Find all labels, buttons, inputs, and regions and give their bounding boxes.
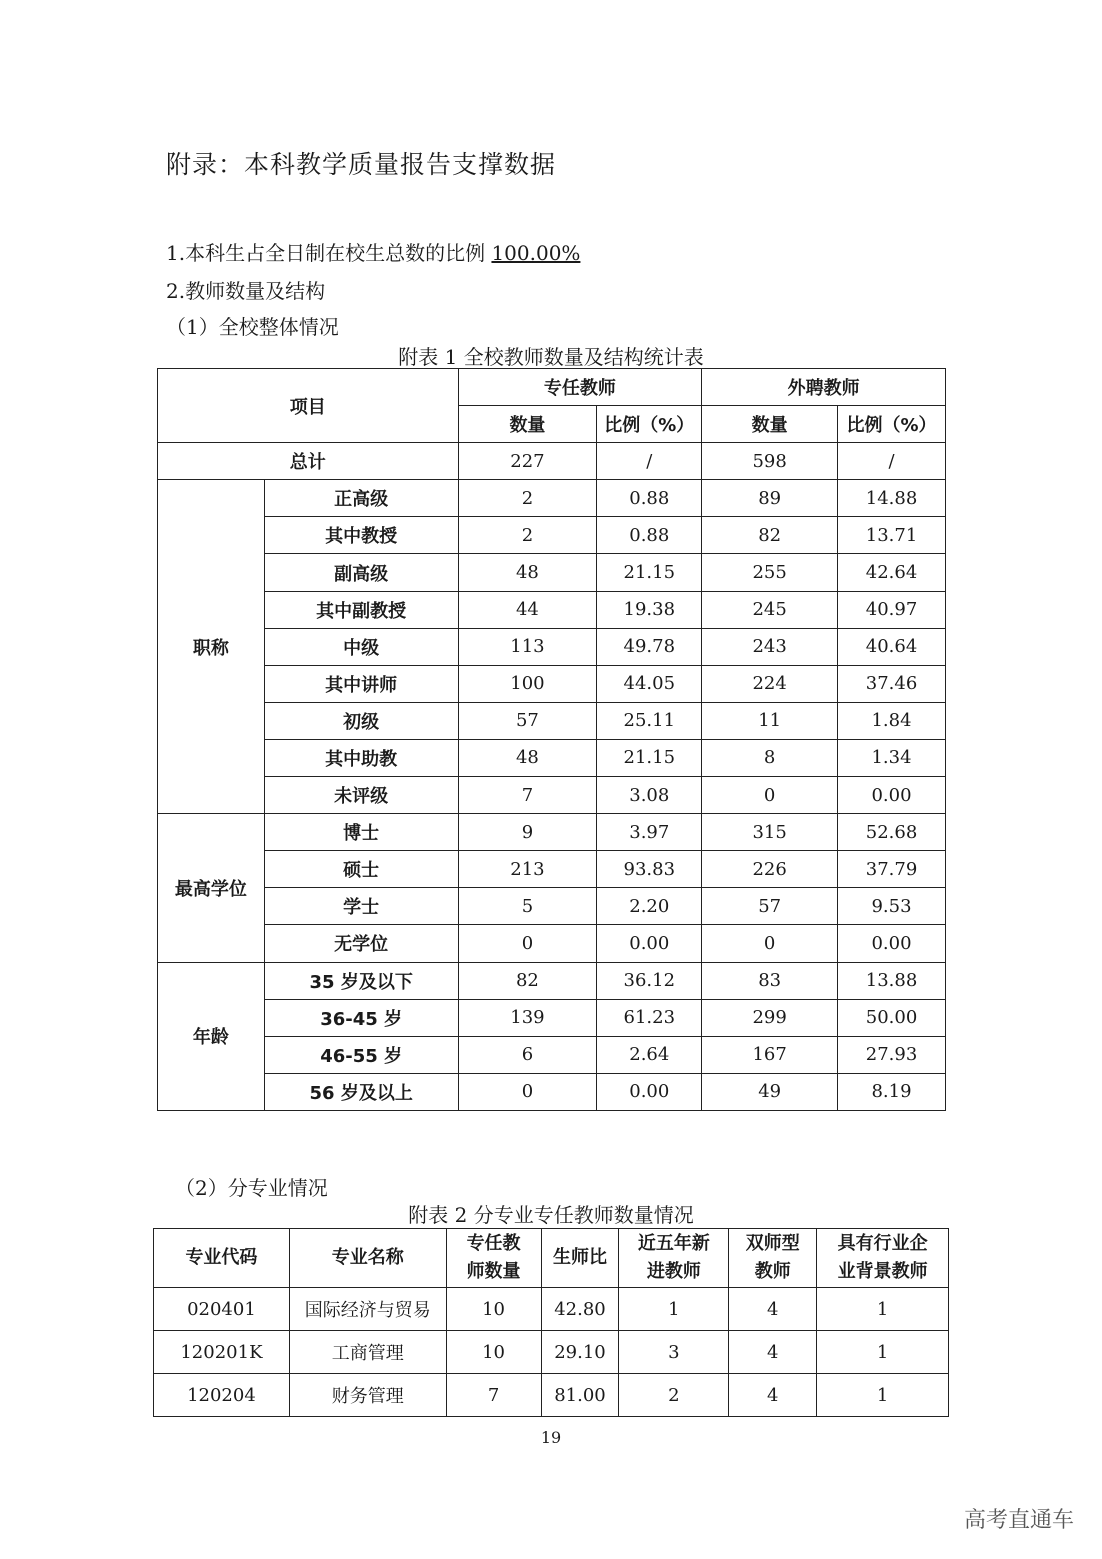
external-count: 11 [702, 702, 838, 739]
fulltime-ratio: 0.88 [597, 480, 702, 517]
major-name: 国际经济与贸易 [289, 1288, 446, 1331]
fulltime-count: 48 [458, 739, 597, 776]
total-external-count: 598 [702, 443, 838, 480]
external-count: 255 [702, 554, 838, 591]
table-row [154, 1288, 949, 1331]
fulltime-count: 2 [458, 517, 597, 554]
table-row [158, 554, 946, 591]
external-ratio: 0.00 [838, 925, 946, 962]
header-fulltime-teachers: 专任教师 [458, 369, 702, 406]
table2-header-row [154, 1229, 949, 1288]
fulltime-ratio: 19.38 [597, 591, 702, 628]
table-row [158, 962, 946, 999]
header-line: 生师比 [552, 1247, 607, 1268]
table-row [158, 999, 946, 1036]
fulltime-count: 6 [458, 1036, 597, 1073]
fulltime-count: 5 [458, 888, 597, 925]
table2-header-cell [541, 1229, 619, 1288]
table-row [154, 1331, 949, 1374]
row-label: 中级 [264, 628, 458, 665]
row-label: 其中教授 [264, 517, 458, 554]
external-count: 315 [702, 814, 838, 851]
fulltime-ratio: 25.11 [597, 702, 702, 739]
row-label: 学士 [264, 888, 458, 925]
external-ratio: 37.79 [838, 851, 946, 888]
fulltime-count: 48 [458, 554, 597, 591]
external-count: 49 [702, 1073, 838, 1110]
external-count: 226 [702, 851, 838, 888]
table2-header-cell [289, 1229, 446, 1288]
sub1-label: （1）全校整体情况 [166, 315, 339, 339]
table1-total-row [158, 443, 946, 480]
table2-header-cell [817, 1229, 949, 1288]
external-count: 245 [702, 591, 838, 628]
page-number: 19 [540, 1428, 562, 1447]
external-ratio: 14.88 [838, 480, 946, 517]
table-row [158, 851, 946, 888]
header-external-ratio: 比例（%） [838, 406, 946, 443]
fulltime-count: 213 [458, 851, 597, 888]
row-label: 46-55 岁 [264, 1036, 458, 1073]
fulltime-ratio: 0.00 [597, 925, 702, 962]
header-external-count: 数量 [702, 406, 838, 443]
item2-label: 2.教师数量及结构 [166, 279, 326, 303]
page-title: 附录：本科教学质量报告支撑数据 [166, 150, 557, 179]
external-ratio: 40.64 [838, 628, 946, 665]
header-line: 双师型 [745, 1233, 800, 1254]
header-line: 教师 [754, 1261, 791, 1282]
new-teachers: 3 [619, 1331, 729, 1374]
category-cell: 年龄 [158, 962, 265, 1110]
external-ratio: 52.68 [838, 814, 946, 851]
row-label: 正高级 [264, 480, 458, 517]
row-label: 35 岁及以下 [264, 962, 458, 999]
item1-value: 100.00% [491, 241, 581, 265]
teacher-count: 7 [446, 1374, 541, 1417]
major-code: 020401 [154, 1288, 290, 1331]
external-count: 243 [702, 628, 838, 665]
external-ratio: 1.34 [838, 739, 946, 776]
fulltime-ratio: 36.12 [597, 962, 702, 999]
external-ratio: 8.19 [838, 1073, 946, 1110]
total-external-ratio: / [838, 443, 946, 480]
header-external-teachers: 外聘教师 [702, 369, 946, 406]
row-label: 博士 [264, 814, 458, 851]
external-ratio: 1.84 [838, 702, 946, 739]
fulltime-ratio: 2.64 [597, 1036, 702, 1073]
header-line: 专任教 [466, 1233, 521, 1254]
external-ratio: 27.93 [838, 1036, 946, 1073]
fulltime-count: 57 [458, 702, 597, 739]
external-ratio: 50.00 [838, 999, 946, 1036]
external-count: 57 [702, 888, 838, 925]
table-row [158, 517, 946, 554]
row-label: 初级 [264, 702, 458, 739]
header-line: 具有行业企 [837, 1233, 928, 1254]
external-ratio: 9.53 [838, 888, 946, 925]
industry-background: 1 [817, 1288, 949, 1331]
table-row [158, 888, 946, 925]
header-line: 进教师 [646, 1261, 701, 1282]
fulltime-ratio: 21.15 [597, 739, 702, 776]
header-line: 近五年新 [637, 1233, 710, 1254]
header-line: 师数量 [466, 1261, 521, 1282]
item1-line [166, 237, 580, 266]
student-teacher-ratio: 81.00 [541, 1374, 619, 1417]
table2-header-cell [446, 1229, 541, 1288]
table-row [158, 628, 946, 665]
fulltime-count: 44 [458, 591, 597, 628]
teacher-count: 10 [446, 1331, 541, 1374]
row-label: 副高级 [264, 554, 458, 591]
major-name: 工商管理 [289, 1331, 446, 1374]
student-teacher-ratio: 29.10 [541, 1331, 619, 1374]
item1-label: 1.本科生占全日制在校生总数的比例 [166, 241, 486, 265]
row-label: 硕士 [264, 851, 458, 888]
fulltime-count: 82 [458, 962, 597, 999]
external-ratio: 13.88 [838, 962, 946, 999]
table-row [158, 777, 946, 814]
table2-caption: 附表 2 分专业专任教师数量情况 [408, 1203, 694, 1227]
table-row [158, 925, 946, 962]
fulltime-count: 139 [458, 999, 597, 1036]
table-row [158, 591, 946, 628]
row-label: 其中副教授 [264, 591, 458, 628]
category-cell: 职称 [158, 480, 265, 814]
industry-background: 1 [817, 1331, 949, 1374]
fulltime-count: 9 [458, 814, 597, 851]
row-label: 其中助教 [264, 739, 458, 776]
table-row [158, 1073, 946, 1110]
external-count: 224 [702, 665, 838, 702]
fulltime-count: 2 [458, 480, 597, 517]
category-cell: 最高学位 [158, 814, 265, 962]
student-teacher-ratio: 42.80 [541, 1288, 619, 1331]
fulltime-ratio: 0.88 [597, 517, 702, 554]
major-code: 120204 [154, 1374, 290, 1417]
row-label: 未评级 [264, 777, 458, 814]
header-line: 业背景教师 [837, 1261, 928, 1282]
table-row [154, 1374, 949, 1417]
table-row [158, 480, 946, 517]
external-ratio: 0.00 [838, 777, 946, 814]
watermark: 高考直通车 [963, 1508, 1074, 1533]
fulltime-count: 100 [458, 665, 597, 702]
total-label: 总计 [158, 443, 459, 480]
fulltime-ratio: 93.83 [597, 851, 702, 888]
dual-qualified: 4 [729, 1288, 817, 1331]
fulltime-ratio: 0.00 [597, 1073, 702, 1110]
external-count: 299 [702, 999, 838, 1036]
fulltime-count: 0 [458, 925, 597, 962]
header-fulltime-count: 数量 [458, 406, 597, 443]
external-ratio: 40.97 [838, 591, 946, 628]
table-row [158, 702, 946, 739]
fulltime-ratio: 3.08 [597, 777, 702, 814]
fulltime-ratio: 21.15 [597, 554, 702, 591]
external-ratio: 42.64 [838, 554, 946, 591]
header-line: 专业名称 [331, 1247, 404, 1268]
sub2-label: （2）分专业情况 [175, 1176, 328, 1200]
major-teacher-table [153, 1228, 949, 1417]
table-row [158, 814, 946, 851]
fulltime-ratio: 44.05 [597, 665, 702, 702]
header-fulltime-ratio: 比例（%） [597, 406, 702, 443]
new-teachers: 1 [619, 1288, 729, 1331]
fulltime-count: 7 [458, 777, 597, 814]
table-row [158, 665, 946, 702]
table1-caption: 附表 1 全校教师数量及结构统计表 [398, 345, 704, 369]
table2-header-cell [729, 1229, 817, 1288]
row-label: 无学位 [264, 925, 458, 962]
external-count: 0 [702, 777, 838, 814]
industry-background: 1 [817, 1374, 949, 1417]
total-fulltime-count: 227 [458, 443, 597, 480]
table2-header-cell [619, 1229, 729, 1288]
table1-header-row [158, 369, 946, 406]
external-count: 0 [702, 925, 838, 962]
table-row [158, 739, 946, 776]
teacher-structure-table [157, 368, 946, 1111]
external-count: 8 [702, 739, 838, 776]
row-label: 56 岁及以上 [264, 1073, 458, 1110]
header-line: 专业代码 [185, 1247, 258, 1268]
fulltime-count: 113 [458, 628, 597, 665]
fulltime-ratio: 49.78 [597, 628, 702, 665]
table-row [158, 1036, 946, 1073]
row-label: 36-45 岁 [264, 999, 458, 1036]
total-fulltime-ratio: / [597, 443, 702, 480]
external-ratio: 13.71 [838, 517, 946, 554]
external-ratio: 37.46 [838, 665, 946, 702]
fulltime-count: 0 [458, 1073, 597, 1110]
fulltime-ratio: 2.20 [597, 888, 702, 925]
external-count: 83 [702, 962, 838, 999]
row-label: 其中讲师 [264, 665, 458, 702]
teacher-count: 10 [446, 1288, 541, 1331]
new-teachers: 2 [619, 1374, 729, 1417]
fulltime-ratio: 61.23 [597, 999, 702, 1036]
table2-header-cell [154, 1229, 290, 1288]
external-count: 89 [702, 480, 838, 517]
fulltime-ratio: 3.97 [597, 814, 702, 851]
external-count: 82 [702, 517, 838, 554]
major-name: 财务管理 [289, 1374, 446, 1417]
major-code: 120201K [154, 1331, 290, 1374]
external-count: 167 [702, 1036, 838, 1073]
dual-qualified: 4 [729, 1331, 817, 1374]
header-item: 项目 [158, 369, 459, 443]
dual-qualified: 4 [729, 1374, 817, 1417]
